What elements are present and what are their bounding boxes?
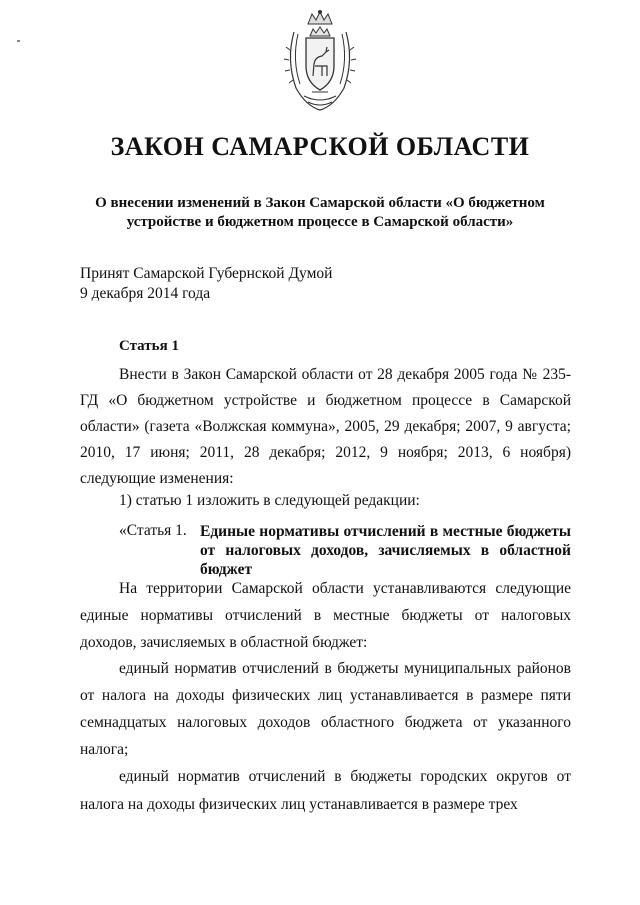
- article-intro-paragraph: Внести в Закон Самарской области от 28 декабря 2005 года № 235-ГД «О бюджетном устройстве и бюджетном процессе в Самарской области» (газета «Волжская коммуна», 2005, 29 декабря; 2007, 9 августа; 2010, 17 июня; 2011, 28 декабря; 2012, 9 ноября; 2013, 6 ноября) следующие изменения:: [80, 366, 571, 487]
- territory-paragraph: На территории Самарской области устанавливаются следующие единые нормативы отчислений в местные бюджеты от налоговых доходов, зачисляемых в областной бюджет:: [80, 580, 571, 651]
- districts-norm-paragraph: единый норматив отчислений в бюджеты муниципальных районов от налога на доходы физических лиц устанавливается в размере пяти семнадцатых налоговых доходов областного бюджета от указанного налога;: [80, 660, 571, 758]
- article-heading: Статья 1: [119, 338, 179, 354]
- scan-speck: [17, 40, 20, 42]
- quoted-article-heading: [119, 522, 571, 579]
- adoption-date: 9 декабря 2014 года: [80, 285, 211, 302]
- okrugs-norm-paragraph: единый норматив отчислений в бюджеты городских округов от налога на доходы физических лиц устанавливается в размере трех: [80, 768, 571, 813]
- adoption-info: [80, 264, 332, 304]
- law-subtitle: О внесении изменений в Закон Самарской области «О бюджетном устройстве и бюджетном процессе в Самарской области»: [95, 195, 545, 230]
- amendment-item-1: 1) статью 1 изложить в следующей редакции:: [119, 492, 420, 509]
- quoted-article-title: Единые нормативы отчислений в местные бюджеты от налоговых доходов, зачисляемых в областной бюджет: [200, 523, 571, 578]
- quoted-article-label: «Статья 1.: [119, 522, 187, 539]
- samara-coat-of-arms-emblem: [282, 10, 358, 116]
- law-title: ЗАКОН САМАРСКОЙ ОБЛАСТИ: [110, 132, 530, 161]
- adoption-body: Принят Самарской Губернской Думой: [80, 265, 333, 282]
